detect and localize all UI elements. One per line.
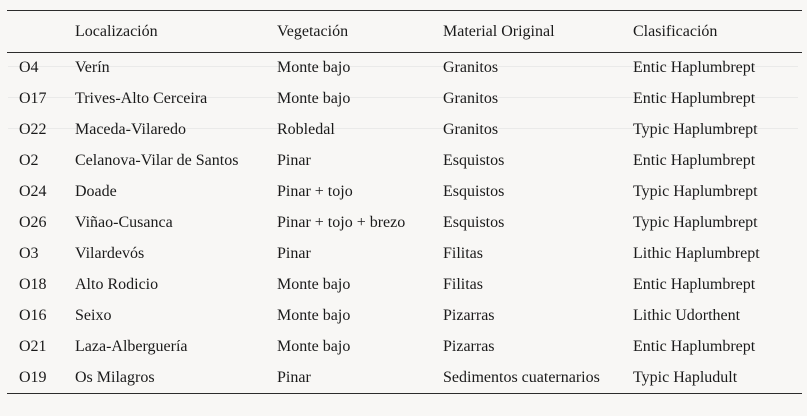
- cell-localizacion: Celanova-Vilar de Santos: [75, 152, 239, 169]
- cell-code: O21: [19, 338, 47, 355]
- cell-localizacion: Laza-Alberguería: [75, 338, 188, 355]
- cell-clasificacion: Lithic Haplumbrept: [633, 245, 760, 262]
- table-row: [7, 53, 802, 84]
- table-row: [7, 115, 802, 146]
- cell-localizacion: Trives-Alto Cerceira: [75, 90, 208, 107]
- table-row: [7, 84, 802, 115]
- table-row: [7, 332, 802, 363]
- table-row: [7, 208, 802, 239]
- header-localizacion: Localización: [75, 11, 277, 53]
- cell-clasificacion: Entic Haplumbrept: [633, 59, 756, 77]
- table-row: [7, 270, 802, 301]
- cell-material: Filitas: [443, 245, 484, 262]
- cell-vegetacion: Pinar: [277, 152, 311, 169]
- cell-material: Granitos: [443, 90, 499, 107]
- cell-localizacion: Maceda-Vilaredo: [75, 121, 186, 138]
- cell-vegetacion: Monte bajo: [277, 338, 351, 355]
- cell-vegetacion: Robledal: [277, 121, 335, 138]
- cell-vegetacion: Pinar: [277, 363, 443, 394]
- cell-localizacion: Doade: [75, 183, 117, 200]
- table-header-row: [7, 11, 802, 53]
- cell-clasificacion: Typic Haplumbrept: [633, 121, 758, 138]
- cell-localizacion: Vilardevós: [75, 245, 145, 262]
- cell-localizacion: Seixo: [75, 307, 112, 324]
- cell-localizacion: Viñao-Cusanca: [75, 214, 173, 231]
- header-vegetacion: Vegetación: [277, 11, 443, 53]
- cell-clasificacion: Typic Hapludult: [633, 363, 802, 394]
- table-row: [7, 146, 802, 177]
- cell-vegetacion: Pinar + tojo + brezo: [277, 214, 406, 231]
- cell-code: O26: [19, 214, 47, 231]
- cell-code: O24: [19, 183, 47, 200]
- soil-classification-table: [7, 10, 802, 394]
- cell-vegetacion: Monte bajo: [277, 276, 351, 293]
- cell-vegetacion: Pinar + tojo: [277, 183, 353, 200]
- cell-material: Sedimentos cuaternarios: [443, 363, 633, 394]
- cell-clasificacion: Entic Haplumbrept: [633, 90, 756, 107]
- cell-code: O4: [19, 59, 39, 77]
- cell-clasificacion: Typic Haplumbrept: [633, 214, 758, 231]
- cell-code: O16: [19, 307, 47, 324]
- cell-material: Pizarras: [443, 338, 495, 355]
- header-material-original: Material Original: [443, 11, 633, 53]
- cell-localizacion: Verín: [75, 59, 110, 77]
- cell-material: Esquistos: [443, 152, 505, 169]
- cell-localizacion: Alto Rodicio: [75, 276, 159, 293]
- cell-clasificacion: Lithic Udorthent: [633, 307, 741, 324]
- cell-clasificacion: Entic Haplumbrept: [633, 338, 756, 355]
- cell-code: O19: [7, 363, 75, 394]
- table-row: [7, 301, 802, 332]
- cell-code: O3: [19, 245, 39, 262]
- cell-vegetacion: Monte bajo: [277, 90, 351, 107]
- cell-material: Esquistos: [443, 183, 505, 200]
- cell-material: Esquistos: [443, 214, 505, 231]
- cell-localizacion: Os Milagros: [75, 363, 277, 394]
- table-row: [7, 177, 802, 208]
- cell-material: Filitas: [443, 276, 484, 293]
- cell-vegetacion: Pinar: [277, 245, 311, 262]
- cell-clasificacion: Entic Haplumbrept: [633, 152, 756, 169]
- cell-material: Pizarras: [443, 307, 495, 324]
- cell-material: Granitos: [443, 59, 499, 77]
- cell-code: O2: [19, 152, 39, 169]
- cell-clasificacion: Typic Haplumbrept: [633, 183, 758, 200]
- table-row: [7, 239, 802, 270]
- cell-code: O17: [19, 90, 47, 107]
- cell-clasificacion: Entic Haplumbrept: [633, 276, 756, 293]
- cell-material: Granitos: [443, 121, 499, 138]
- cell-code: O18: [19, 276, 47, 293]
- header-code: [7, 11, 75, 53]
- header-clasificacion: Clasificación: [633, 11, 802, 53]
- cell-code: O22: [19, 121, 47, 138]
- cell-vegetacion: Monte bajo: [277, 307, 351, 324]
- cell-vegetacion: Monte bajo: [277, 59, 351, 77]
- table-row: [7, 363, 802, 394]
